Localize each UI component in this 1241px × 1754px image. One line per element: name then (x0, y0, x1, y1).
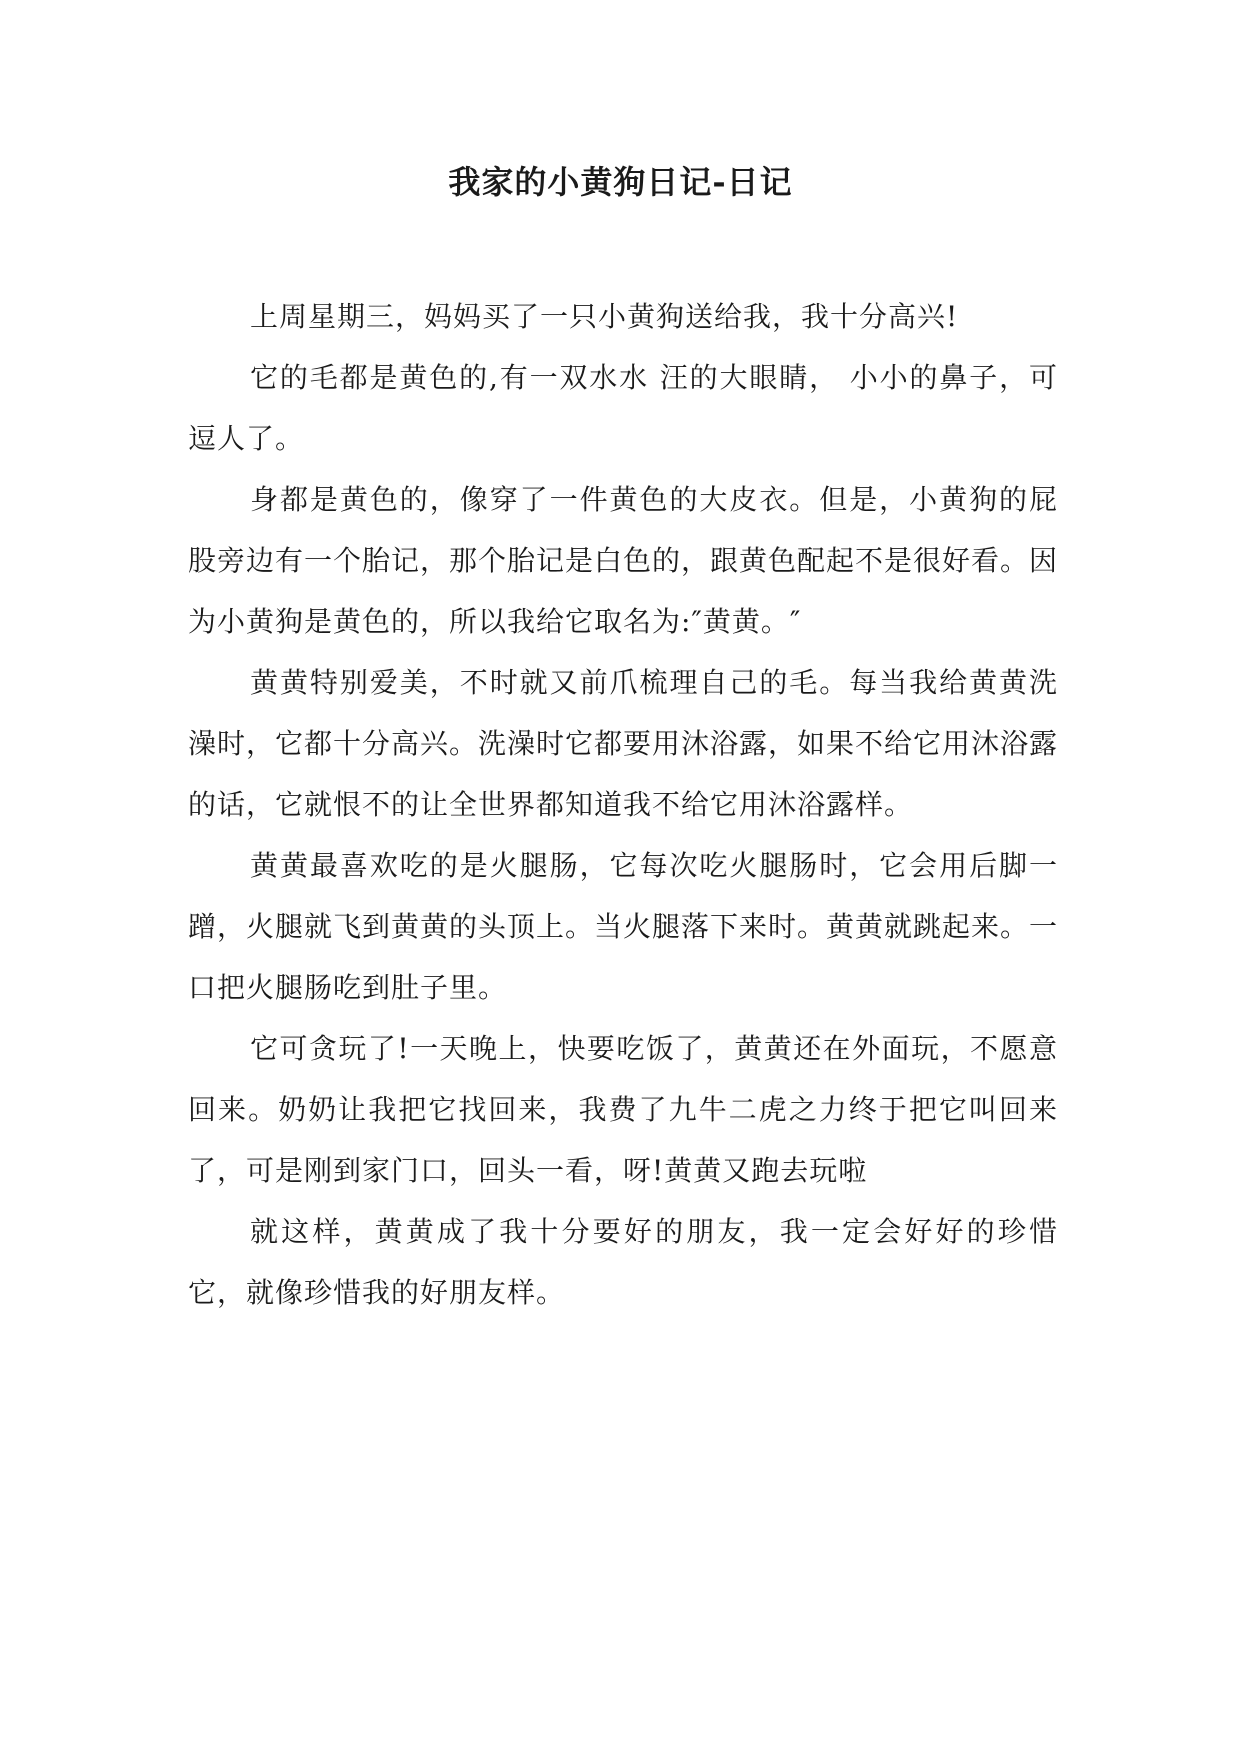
paragraph-7: 就这样，黄黄成了我十分要好的朋友，我一定会好好的珍惜它，就像珍惜我的好朋友样。 (188, 1215, 1058, 1309)
paragraph-6: 它可贪玩了!一天晚上，快要吃饭了，黄黄还在外面玩，不愿意回来。奶奶让我把它找回来，我费了九牛二虎之力终于把它叫回来了，可是刚到家门口，回头一看，呀!黄黄又跑去玩啦 (188, 1032, 1058, 1187)
paragraph-5: 黄黄最喜欢吃的是火腿肠，它每次吃火腿肠时，它会用后脚一蹭，火腿就飞到黄黄的头顶上。当火腿落下来时。黄黄就跳起来。一口把火腿肠吃到肚子里。 (188, 849, 1059, 1004)
paragraph-1: 上周星期三，妈妈买了一只小黄狗送给我，我十分高兴! (250, 300, 959, 333)
paragraph-3: 身都是黄色的，像穿了一件黄色的大皮衣。但是，小黄狗的屁股旁边有一个胎记，那个胎记是白色的，跟黄色配起不是很好看。因为小黄狗是黄色的，所以我给它取名为:″黄黄。″ (188, 483, 1059, 638)
document-title: 我家的小黄狗日记-日记 (448, 163, 793, 201)
paragraph-4: 黄黄特别爱美，不时就又前爪梳理自己的毛。每当我给黄黄洗澡时，它都十分高兴。洗澡时它都要用沐浴露，如果不给它用沐浴露的话，它就恨不的让全世界都知道我不给它用沐浴露样。 (188, 666, 1059, 821)
paragraph-2: 它的毛都是黄色的,有一双水水 汪的大眼睛， 小小的鼻子，可逗人了。 (188, 361, 1058, 455)
document-body (188, 286, 1058, 1323)
